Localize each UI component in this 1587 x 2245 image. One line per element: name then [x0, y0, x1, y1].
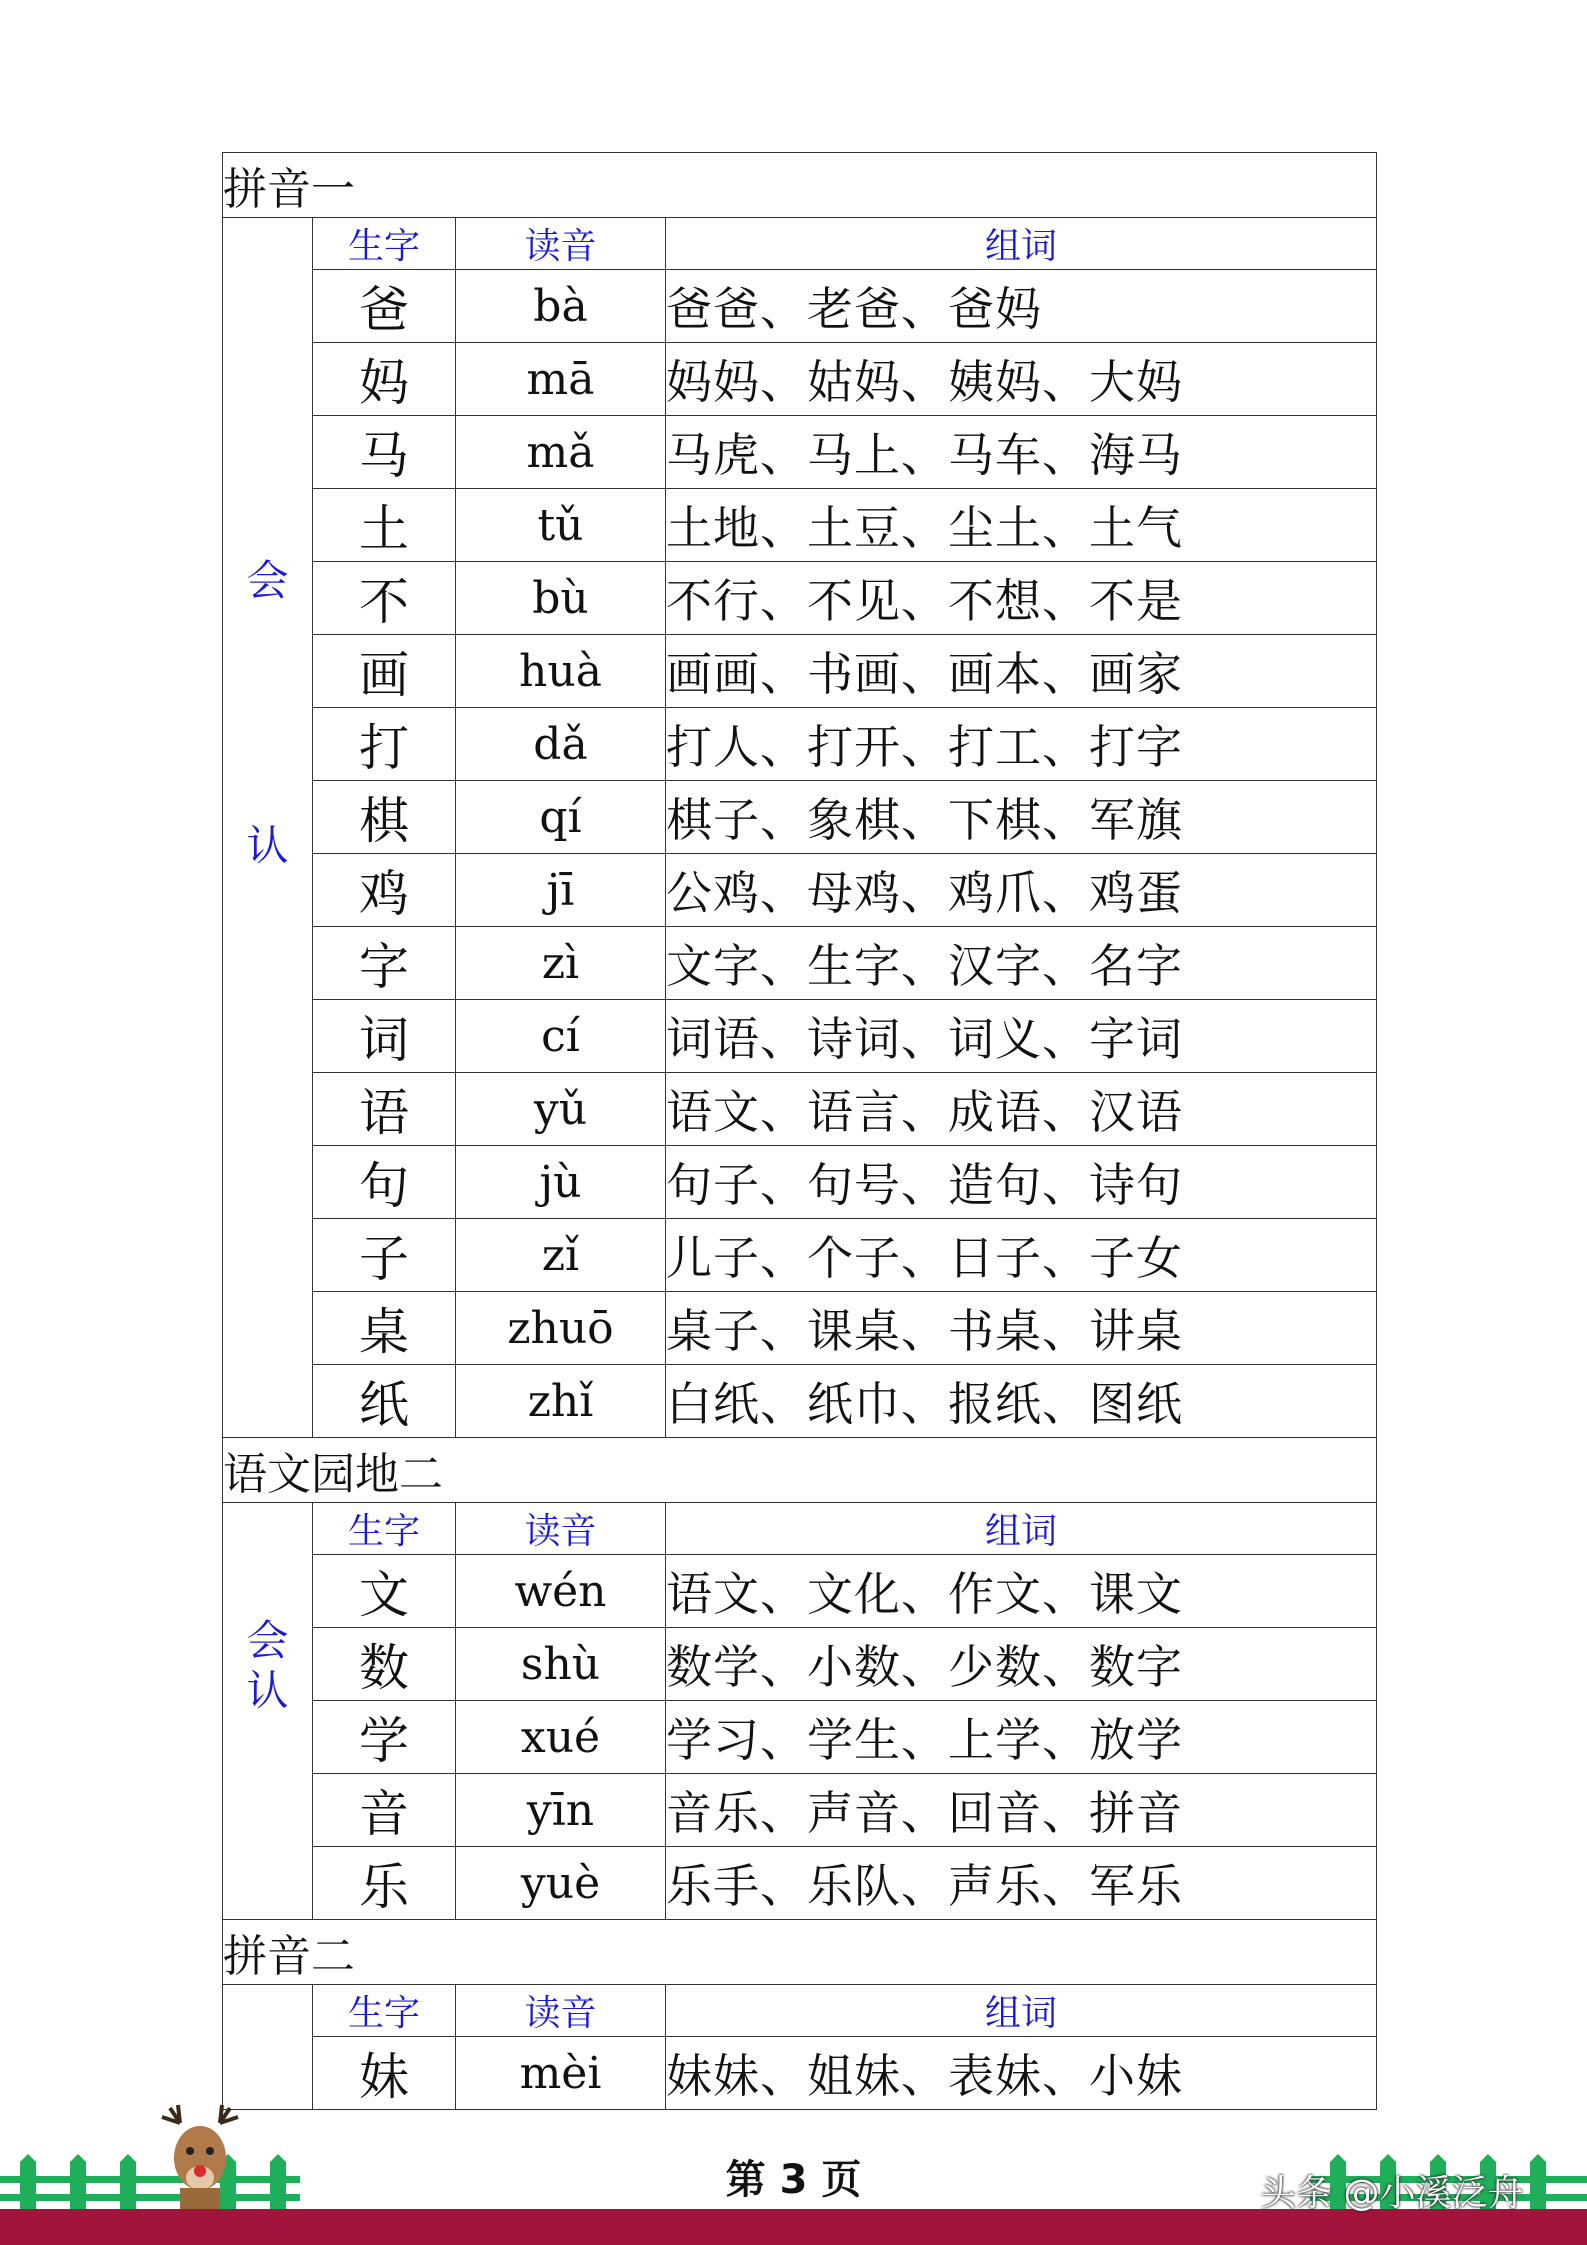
pinyin-cell: zhuō	[456, 1292, 666, 1365]
table-row	[223, 270, 1377, 343]
words-cell: 公鸡、母鸡、鸡爪、鸡蛋	[666, 854, 1377, 927]
table-row	[223, 343, 1377, 416]
character-cell: 音	[313, 1774, 456, 1847]
character-cell: 子	[313, 1219, 456, 1292]
side-label-char: 会	[246, 1616, 289, 1665]
words-cell: 数学、小数、少数、数字	[666, 1628, 1377, 1701]
pinyin-cell: mèi	[456, 2037, 666, 2110]
header-words: 组词	[666, 218, 1377, 270]
character-cell: 妹	[313, 2037, 456, 2110]
section-title: 语文园地二	[223, 1438, 1377, 1503]
vocabulary-table	[222, 152, 1377, 2110]
character-cell: 土	[313, 489, 456, 562]
words-cell: 音乐、声音、回音、拼音	[666, 1774, 1377, 1847]
table-row	[223, 416, 1377, 489]
pinyin-cell: yuè	[456, 1847, 666, 1920]
character-cell: 打	[313, 708, 456, 781]
header-char: 生字	[313, 1985, 456, 2037]
character-cell: 桌	[313, 1292, 456, 1365]
pinyin-cell: qí	[456, 781, 666, 854]
section-title: 拼音二	[223, 1920, 1377, 1985]
side-label	[223, 218, 313, 1438]
header-char: 生字	[313, 1503, 456, 1555]
header-words: 组词	[666, 1985, 1377, 2037]
table-row	[223, 1000, 1377, 1073]
table-row	[223, 635, 1377, 708]
pinyin-cell: dǎ	[456, 708, 666, 781]
character-cell: 数	[313, 1628, 456, 1701]
section-title: 拼音一	[223, 153, 1377, 218]
pinyin-cell: bà	[456, 270, 666, 343]
words-cell: 不行、不见、不想、不是	[666, 562, 1377, 635]
table-row	[223, 854, 1377, 927]
words-cell: 妹妹、姐妹、表妹、小妹	[666, 2037, 1377, 2110]
words-cell: 乐手、乐队、声乐、军乐	[666, 1847, 1377, 1920]
pinyin-cell: zhǐ	[456, 1365, 666, 1438]
character-cell: 爸	[313, 270, 456, 343]
table-row	[223, 562, 1377, 635]
words-cell: 棋子、象棋、下棋、军旗	[666, 781, 1377, 854]
watermark: 头条 @小溪泛舟	[1260, 2173, 1524, 2214]
table-row	[223, 1219, 1377, 1292]
pinyin-cell: wén	[456, 1555, 666, 1628]
words-cell: 语文、文化、作文、课文	[666, 1555, 1377, 1628]
words-cell: 学习、学生、上学、放学	[666, 1701, 1377, 1774]
table-row	[223, 1146, 1377, 1219]
character-cell: 语	[313, 1073, 456, 1146]
character-cell: 句	[313, 1146, 456, 1219]
table-row	[223, 1073, 1377, 1146]
words-cell: 土地、土豆、尘土、土气	[666, 489, 1377, 562]
table-row	[223, 1292, 1377, 1365]
words-cell: 画画、书画、画本、画家	[666, 635, 1377, 708]
table-row	[223, 1847, 1377, 1920]
words-cell: 儿子、个子、日子、子女	[666, 1219, 1377, 1292]
pinyin-cell: shù	[456, 1628, 666, 1701]
character-cell: 文	[313, 1555, 456, 1628]
words-cell: 句子、句号、造句、诗句	[666, 1146, 1377, 1219]
table-row	[223, 1555, 1377, 1628]
pinyin-cell: huà	[456, 635, 666, 708]
character-cell: 词	[313, 1000, 456, 1073]
pinyin-cell: yǔ	[456, 1073, 666, 1146]
character-cell: 不	[313, 562, 456, 635]
table-row	[223, 927, 1377, 1000]
words-cell: 马虎、马上、马车、海马	[666, 416, 1377, 489]
pinyin-cell: zǐ	[456, 1219, 666, 1292]
pinyin-cell: jī	[456, 854, 666, 927]
character-cell: 字	[313, 927, 456, 1000]
character-cell: 马	[313, 416, 456, 489]
side-label-char: 认	[246, 821, 289, 870]
side-label-char: 认	[246, 1666, 289, 1715]
words-cell: 打人、打开、打工、打字	[666, 708, 1377, 781]
header-pinyin: 读音	[456, 1985, 666, 2037]
pinyin-cell: tǔ	[456, 489, 666, 562]
words-cell: 桌子、课桌、书桌、讲桌	[666, 1292, 1377, 1365]
pinyin-cell: zì	[456, 927, 666, 1000]
table-row	[223, 1628, 1377, 1701]
words-cell: 白纸、纸巾、报纸、图纸	[666, 1365, 1377, 1438]
table-row	[223, 1774, 1377, 1847]
words-cell: 爸爸、老爸、爸妈	[666, 270, 1377, 343]
page-number: 第 3 页	[725, 2157, 862, 2203]
character-cell: 纸	[313, 1365, 456, 1438]
table-row	[223, 1701, 1377, 1774]
character-cell: 乐	[313, 1847, 456, 1920]
pinyin-cell: cí	[456, 1000, 666, 1073]
pinyin-cell: yīn	[456, 1774, 666, 1847]
character-cell: 鸡	[313, 854, 456, 927]
words-cell: 文字、生字、汉字、名字	[666, 927, 1377, 1000]
table-row	[223, 489, 1377, 562]
pinyin-cell: bù	[456, 562, 666, 635]
character-cell: 妈	[313, 343, 456, 416]
header-pinyin: 读音	[456, 1503, 666, 1555]
words-cell: 语文、语言、成语、汉语	[666, 1073, 1377, 1146]
character-cell: 画	[313, 635, 456, 708]
side-label	[223, 1503, 313, 1920]
pinyin-cell: jù	[456, 1146, 666, 1219]
table-row	[223, 781, 1377, 854]
header-words: 组词	[666, 1503, 1377, 1555]
header-char: 生字	[313, 218, 456, 270]
pinyin-cell: mǎ	[456, 416, 666, 489]
character-cell: 学	[313, 1701, 456, 1774]
header-pinyin: 读音	[456, 218, 666, 270]
character-cell: 棋	[313, 781, 456, 854]
words-cell: 词语、诗词、词义、字词	[666, 1000, 1377, 1073]
table-row	[223, 1365, 1377, 1438]
table-row	[223, 708, 1377, 781]
words-cell: 妈妈、姑妈、姨妈、大妈	[666, 343, 1377, 416]
table-row	[223, 2037, 1377, 2110]
side-label-char: 会	[246, 556, 289, 605]
pinyin-cell: mā	[456, 343, 666, 416]
side-label	[223, 1985, 313, 2110]
pinyin-cell: xué	[456, 1701, 666, 1774]
